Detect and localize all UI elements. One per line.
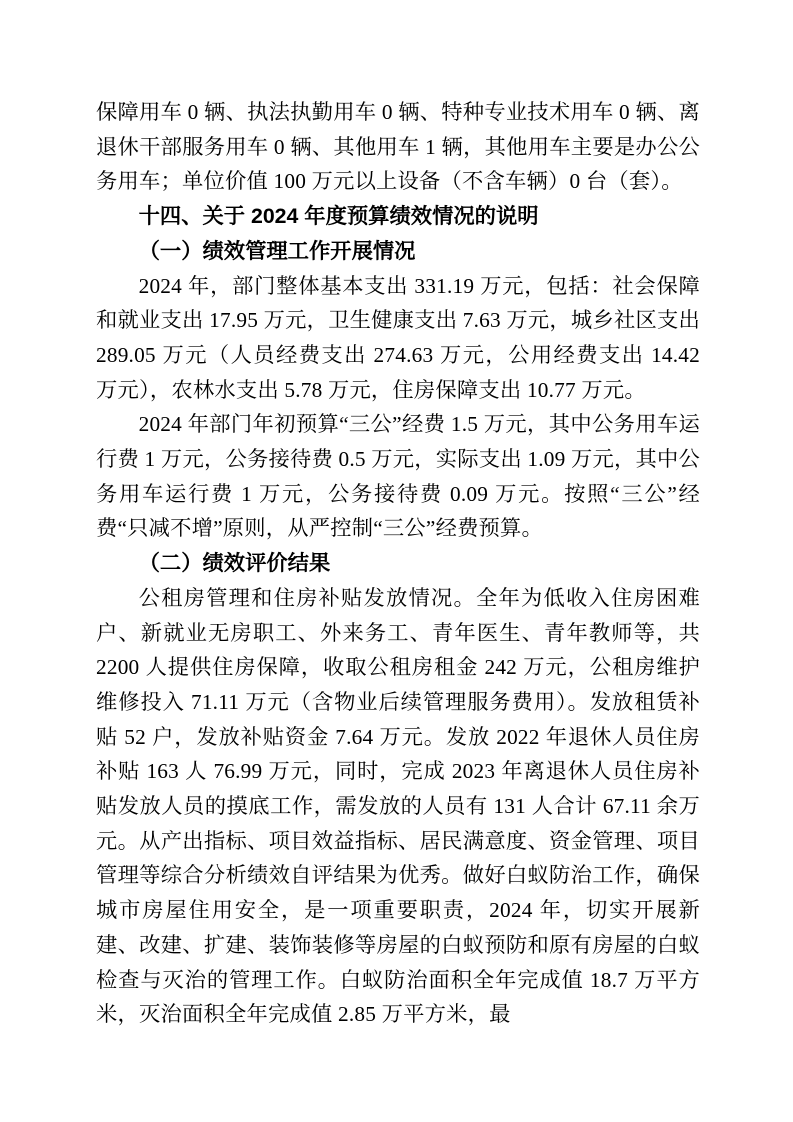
paragraph-three-public-funds: 2024 年部门年初预算“三公”经费 1.5 万元，其中公务用车运行费 1 万元，公务接待费 0.5 万元，实际支出 1.09 万元，其中公务用车运行费 1 万元，公务接待费 0.09 万元。按照“三公”经费“只减不增”原则，从严控制“三公”经费预算。 <box>96 412 700 541</box>
paragraph-public-housing-and-termite-control: 公租房管理和住房补贴发放情况。全年为低收入住房困难户、新就业无房职工、外来务工、青年医生、青年教师等，共 2200 人提供住房保障，收取公租房租金 242 万元，公租房维护维修投入 71.11 万元（含物业后续管理服务费用）。发放租赁补贴 52 户，发放补贴资金 7.64 万元。发放 2022 年退休人员住房补贴 163 人 76.99 万元，同时，完成 2023 年离退休人员住房补贴发放人员的摸底工作，需发放的人员有 131 人合计 67.11 余万元。从产出指标、项目效益指标、居民满意度、资金管理、项目管理等综合分析绩效自评结果为优秀。做好白蚁防治工作，确保城市房屋住用安全，是一项重要职责，2024 年，切实开展新建、改建、扩建、装饰装修等房屋的白蚁预防和原有房屋的白蚁检查与灭治的管理工作。白蚁防治面积全年完成值 18.7 万平方米，灭治面积全年完成值 2.85 万平方米，最 <box>96 585 700 1027</box>
paragraph-vehicle-and-equipment-counts: 保障用车 0 辆、执法执勤用车 0 辆、特种专业技术用车 0 辆、离退休干部服务用车 0 辆、其他用车 1 辆，其他用车主要是办公公务用车；单位价值 100 万元以上设备（不含车辆）0 台（套）。 <box>96 100 700 194</box>
document-text-column <box>96 95 700 1032</box>
section-heading-budget-performance-2024: 十四、关于 2024 年度预算绩效情况的说明 <box>138 204 539 229</box>
paragraph-basic-expenditure-breakdown: 2024 年，部门整体基本支出 331.19 万元，包括：社会保障和就业支出 17.95 万元，卫生健康支出 7.63 万元，城乡社区支出 289.05 万元（人员经费支出 274.63 万元，公用经费支出 14.42 万元），农林水支出 5.78 万元，住房保障支出 10.77 万元。 <box>96 273 700 402</box>
subsection-heading-performance-management: （一）绩效管理工作开展情况 <box>138 238 416 263</box>
subsection-heading-performance-evaluation-results: （二）绩效评价结果 <box>138 551 331 576</box>
